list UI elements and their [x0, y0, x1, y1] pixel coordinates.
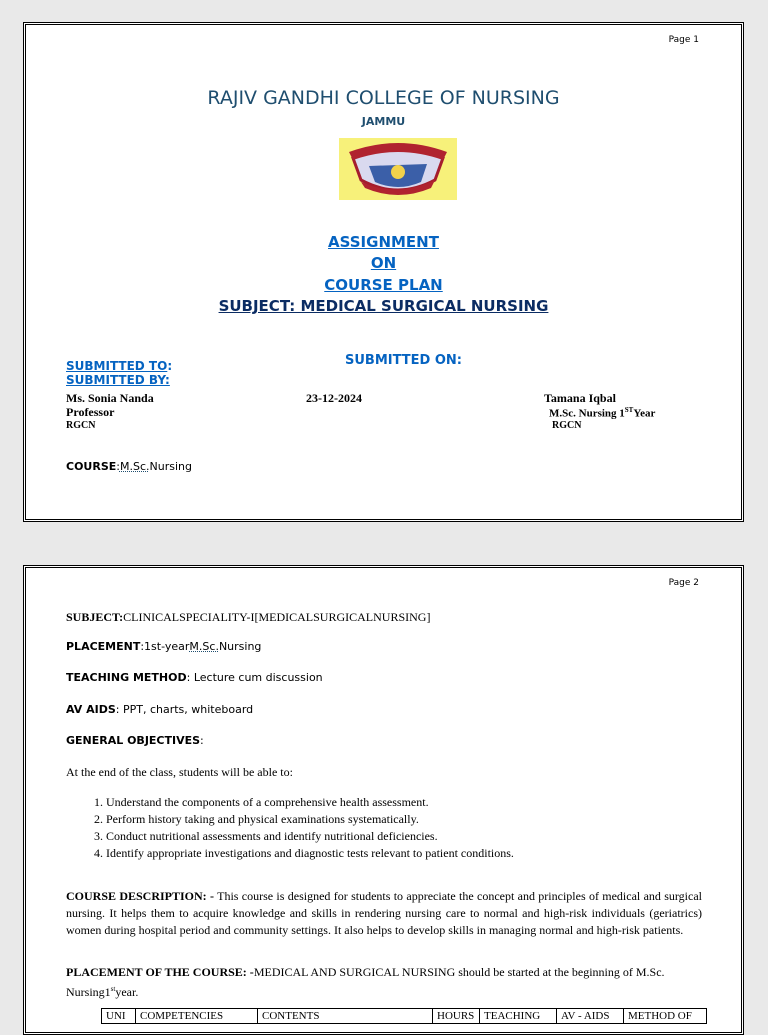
subject-line: SUBJECT:CLINICALSPECIALITY-I[MEDICALSURGICALNURSING]: [66, 610, 431, 624]
table-header-cell: TEACHING: [480, 1009, 557, 1024]
table-header-cell: CONTENTS: [258, 1009, 433, 1024]
college-logo: [339, 138, 457, 200]
table-header-cell: COMPETENCIES: [136, 1009, 258, 1024]
table-header-cell: METHOD OF: [624, 1009, 707, 1024]
college-city: JAMMU: [361, 115, 406, 128]
page-number: Page 1: [668, 35, 699, 45]
document-page-2: [23, 565, 744, 1035]
table-header-cell: HOURS: [433, 1009, 480, 1024]
course-plan-table: [101, 1008, 707, 1024]
general-objectives-label: GENERAL OBJECTIVES:: [66, 734, 204, 747]
table-header-cell: UNI: [102, 1009, 136, 1024]
submission-date: 23-12-2024: [306, 391, 362, 405]
by-org: RGCN: [552, 420, 582, 431]
on-heading: ON: [370, 254, 397, 272]
by-name: Tamana Iqbal: [544, 391, 616, 405]
objectives-intro: At the end of the class, students will be able to:: [66, 765, 293, 779]
list-item: 4. Identify appropriate investigations and diagnostic tests relevant to patient conditions.: [106, 845, 706, 862]
to-name: Ms. Sonia Nanda: [66, 391, 154, 405]
objectives-list: [66, 794, 706, 862]
placement-of-course: PLACEMENT OF THE COURSE: -MEDICAL AND SURGICAL NURSING should be started at the beginning of M.Sc. Nursing1styear.: [66, 965, 665, 999]
page-number: Page 2: [668, 578, 699, 588]
table-header-cell: AV - AIDS: [557, 1009, 624, 1024]
teaching-method-line: TEACHING METHOD: Lecture cum discussion: [66, 671, 323, 684]
college-name: RAJIV GANDHI COLLEGE OF NURSING: [207, 87, 560, 109]
course-description: COURSE DESCRIPTION: - This course is designed for students to appreciate the concept and principles of medical and surgical nursing. It helps them to acquire knowledge and skills in rendering nursing care to normal and high-risk individuals (geriatrics) women during hospital period and community settings. It also helps to develop skills in managing normal and high-risk patients.: [66, 889, 702, 937]
course-line: COURSE:M.Sc.Nursing: [66, 460, 192, 473]
course-plan-heading: COURSE PLAN: [324, 276, 443, 294]
submitted-on-label: SUBMITTED ON:: [345, 353, 462, 368]
by-course: M.Sc. Nursing 1STYear: [549, 406, 656, 420]
submitted-by-label: SUBMITTED BY:: [66, 373, 170, 387]
submitted-to-label: SUBMITTED TO:: [66, 359, 173, 373]
list-item: 3. Conduct nutritional assessments and identify nutritional deficiencies.: [106, 828, 706, 845]
table-header-row: [102, 1009, 707, 1024]
placement-line: PLACEMENT:1st-yearM.Sc.Nursing: [66, 640, 262, 653]
to-title: Professor: [66, 405, 115, 419]
list-item: 1. Understand the components of a comprehensive health assessment.: [106, 794, 706, 811]
list-item: 2. Perform history taking and physical examinations systematically.: [106, 811, 706, 828]
assignment-heading: ASSIGNMENT: [328, 233, 439, 251]
college-crest-icon: [339, 138, 457, 200]
subject-heading: SUBJECT: MEDICAL SURGICAL NURSING: [218, 297, 549, 315]
to-org: RGCN: [66, 420, 96, 431]
document-page-1: [23, 22, 744, 522]
av-aids-line: AV AIDS: PPT, charts, whiteboard: [66, 703, 254, 716]
